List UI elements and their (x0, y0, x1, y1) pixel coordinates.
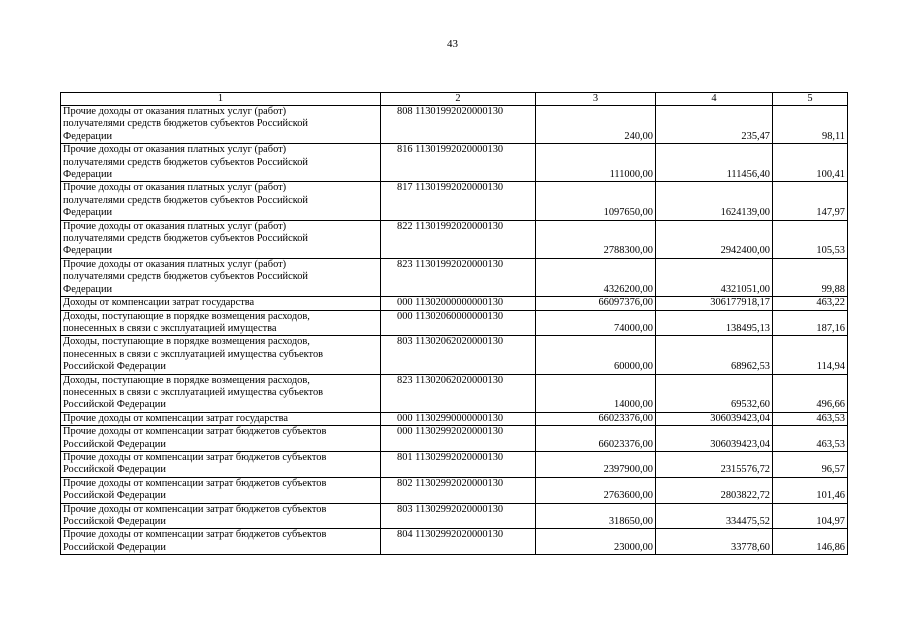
percent-cell: 147,97 (773, 182, 848, 220)
table-row (61, 106, 848, 144)
planned-amount-cell: 60000,00 (536, 336, 656, 374)
revenue-name-cell: Прочие доходы от компенсации затрат бюджетов субъектов Российской Федерации (61, 529, 381, 555)
budget-code-cell: 823 11302062020000130 (381, 374, 536, 412)
revenue-name-cell: Прочие доходы от компенсации затрат бюджетов субъектов Российской Федерации (61, 451, 381, 477)
budget-code-cell: 823 11301992020000130 (381, 258, 536, 296)
percent-cell: 105,53 (773, 220, 848, 258)
budget-code-cell: 808 11301992020000130 (381, 106, 536, 144)
budget-code-cell: 801 11302992020000130 (381, 451, 536, 477)
actual-amount-cell: 33778,60 (656, 529, 773, 555)
budget-code-cell: 000 11302990000000130 (381, 412, 536, 425)
table-row (61, 412, 848, 425)
table-row (61, 182, 848, 220)
percent-cell: 104,97 (773, 503, 848, 529)
planned-amount-cell: 1097650,00 (536, 182, 656, 220)
column-header: 1 (61, 93, 381, 106)
budget-code-cell: 000 11302060000000130 (381, 310, 536, 336)
revenue-name-cell: Прочие доходы от компенсации затрат бюджетов субъектов Российской Федерации (61, 503, 381, 529)
revenue-name-cell: Прочие доходы от компенсации затрат государства (61, 412, 381, 425)
actual-amount-cell: 306039423,04 (656, 412, 773, 425)
budget-code-cell: 803 11302992020000130 (381, 503, 536, 529)
column-header: 4 (656, 93, 773, 106)
revenue-table (60, 92, 848, 555)
actual-amount-cell: 306039423,04 (656, 426, 773, 452)
actual-amount-cell: 2803822,72 (656, 477, 773, 503)
percent-cell: 463,53 (773, 412, 848, 425)
table-row (61, 426, 848, 452)
revenue-name-cell: Прочие доходы от оказания платных услуг (работ) получателями средств бюджетов субъектов Российской Федерации (61, 144, 381, 182)
table-row (61, 144, 848, 182)
revenue-name-cell: Доходы, поступающие в порядке возмещения расходов, понесенных в связи с эксплуатацией имущества (61, 310, 381, 336)
table-row (61, 477, 848, 503)
budget-code-cell: 802 11302992020000130 (381, 477, 536, 503)
table-row (61, 297, 848, 310)
budget-code-cell: 803 11302062020000130 (381, 336, 536, 374)
table-row (61, 336, 848, 374)
actual-amount-cell: 69532,60 (656, 374, 773, 412)
actual-amount-cell: 138495,13 (656, 310, 773, 336)
actual-amount-cell: 334475,52 (656, 503, 773, 529)
percent-cell: 114,94 (773, 336, 848, 374)
budget-code-cell: 817 11301992020000130 (381, 182, 536, 220)
revenue-name-cell: Прочие доходы от оказания платных услуг (работ) получателями средств бюджетов субъектов Российской Федерации (61, 182, 381, 220)
budget-code-cell: 822 11301992020000130 (381, 220, 536, 258)
table-row (61, 310, 848, 336)
revenue-name-cell: Прочие доходы от компенсации затрат бюджетов субъектов Российской Федерации (61, 477, 381, 503)
planned-amount-cell: 74000,00 (536, 310, 656, 336)
percent-cell: 146,86 (773, 529, 848, 555)
planned-amount-cell: 240,00 (536, 106, 656, 144)
table-row (61, 451, 848, 477)
planned-amount-cell: 2397900,00 (536, 451, 656, 477)
table-row (61, 529, 848, 555)
actual-amount-cell: 306177918,17 (656, 297, 773, 310)
planned-amount-cell: 23000,00 (536, 529, 656, 555)
planned-amount-cell: 2788300,00 (536, 220, 656, 258)
budget-code-cell: 804 11302992020000130 (381, 529, 536, 555)
table-row (61, 220, 848, 258)
percent-cell: 98,11 (773, 106, 848, 144)
percent-cell: 100,41 (773, 144, 848, 182)
actual-amount-cell: 235,47 (656, 106, 773, 144)
actual-amount-cell: 1624139,00 (656, 182, 773, 220)
percent-cell: 463,22 (773, 297, 848, 310)
revenue-name-cell: Прочие доходы от оказания платных услуг (работ) получателями средств бюджетов субъектов Российской Федерации (61, 220, 381, 258)
table-row (61, 258, 848, 296)
actual-amount-cell: 2315576,72 (656, 451, 773, 477)
percent-cell: 101,46 (773, 477, 848, 503)
revenue-name-cell: Доходы от компенсации затрат государства (61, 297, 381, 310)
percent-cell: 496,66 (773, 374, 848, 412)
column-header: 2 (381, 93, 536, 106)
revenue-name-cell: Доходы, поступающие в порядке возмещения расходов, понесенных в связи с эксплуатацией имущества субъектов Российской Федерации (61, 336, 381, 374)
table-row (61, 503, 848, 529)
planned-amount-cell: 318650,00 (536, 503, 656, 529)
budget-code-cell: 000 11302992020000130 (381, 426, 536, 452)
budget-code-cell: 000 11302000000000130 (381, 297, 536, 310)
actual-amount-cell: 111456,40 (656, 144, 773, 182)
revenue-name-cell: Прочие доходы от компенсации затрат бюджетов субъектов Российской Федерации (61, 426, 381, 452)
planned-amount-cell: 66097376,00 (536, 297, 656, 310)
header-row (61, 93, 848, 106)
budget-code-cell: 816 11301992020000130 (381, 144, 536, 182)
planned-amount-cell: 66023376,00 (536, 426, 656, 452)
percent-cell: 187,16 (773, 310, 848, 336)
revenue-name-cell: Прочие доходы от оказания платных услуг (работ) получателями средств бюджетов субъектов Российской Федерации (61, 258, 381, 296)
revenue-name-cell: Доходы, поступающие в порядке возмещения расходов, понесенных в связи с эксплуатацией имущества субъектов Российской Федерации (61, 374, 381, 412)
revenue-name-cell: Прочие доходы от оказания платных услуг (работ) получателями средств бюджетов субъектов Российской Федерации (61, 106, 381, 144)
percent-cell: 463,53 (773, 426, 848, 452)
planned-amount-cell: 66023376,00 (536, 412, 656, 425)
table-row (61, 374, 848, 412)
percent-cell: 96,57 (773, 451, 848, 477)
planned-amount-cell: 111000,00 (536, 144, 656, 182)
actual-amount-cell: 68962,53 (656, 336, 773, 374)
percent-cell: 99,88 (773, 258, 848, 296)
table-body (61, 106, 848, 555)
actual-amount-cell: 2942400,00 (656, 220, 773, 258)
page-number: 43 (447, 38, 458, 50)
actual-amount-cell: 4321051,00 (656, 258, 773, 296)
planned-amount-cell: 4326200,00 (536, 258, 656, 296)
column-header: 5 (773, 93, 848, 106)
planned-amount-cell: 2763600,00 (536, 477, 656, 503)
planned-amount-cell: 14000,00 (536, 374, 656, 412)
column-header: 3 (536, 93, 656, 106)
